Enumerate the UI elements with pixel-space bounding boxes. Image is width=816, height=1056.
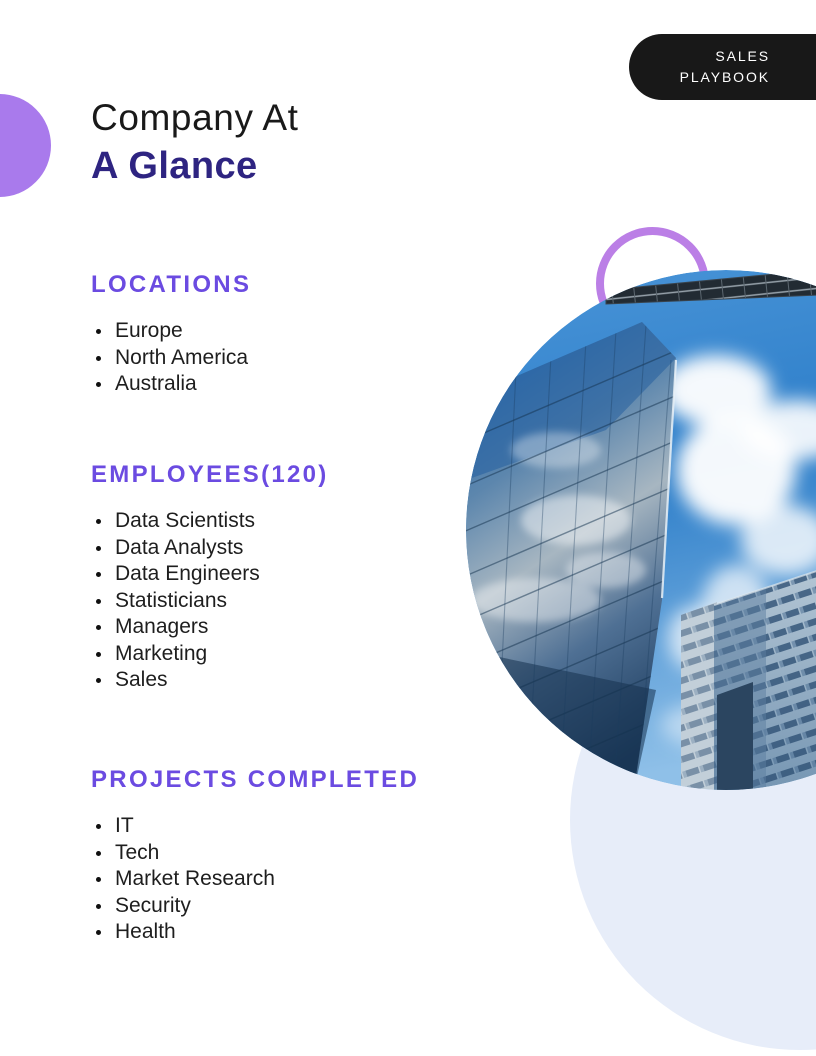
list-item: Data Analysts <box>91 535 521 562</box>
list-item: Health <box>91 919 521 946</box>
section-list <box>91 813 521 946</box>
list-item: Data Scientists <box>91 508 521 535</box>
list-item: Sales <box>91 667 521 694</box>
list-item: Market Research <box>91 866 521 893</box>
page-title-line-2: A Glance <box>91 145 258 187</box>
section-list <box>91 318 521 398</box>
section-heading: EMPLOYEES(120) <box>91 461 329 488</box>
list-item: Tech <box>91 840 521 867</box>
list-item: North America <box>91 345 521 372</box>
page-title <box>91 94 299 191</box>
badge-line-2: PLAYBOOK <box>679 69 770 85</box>
list-item: Security <box>91 893 521 920</box>
list-item: Australia <box>91 371 521 398</box>
purple-circle-decoration <box>0 94 51 197</box>
section-heading: LOCATIONS <box>91 271 252 298</box>
info-section <box>91 271 521 398</box>
page-title-line-1: Company At <box>91 97 299 138</box>
list-item: Data Engineers <box>91 561 521 588</box>
list-item: Marketing <box>91 641 521 668</box>
list-item: IT <box>91 813 521 840</box>
list-item: Statisticians <box>91 588 521 615</box>
section-list <box>91 508 521 694</box>
sales-playbook-badge <box>629 34 816 100</box>
list-item: Managers <box>91 614 521 641</box>
info-section <box>91 461 521 694</box>
badge-line-1: SALES <box>715 48 770 64</box>
section-heading: PROJECTS COMPLETED <box>91 766 420 793</box>
info-section <box>91 766 521 946</box>
list-item: Europe <box>91 318 521 345</box>
